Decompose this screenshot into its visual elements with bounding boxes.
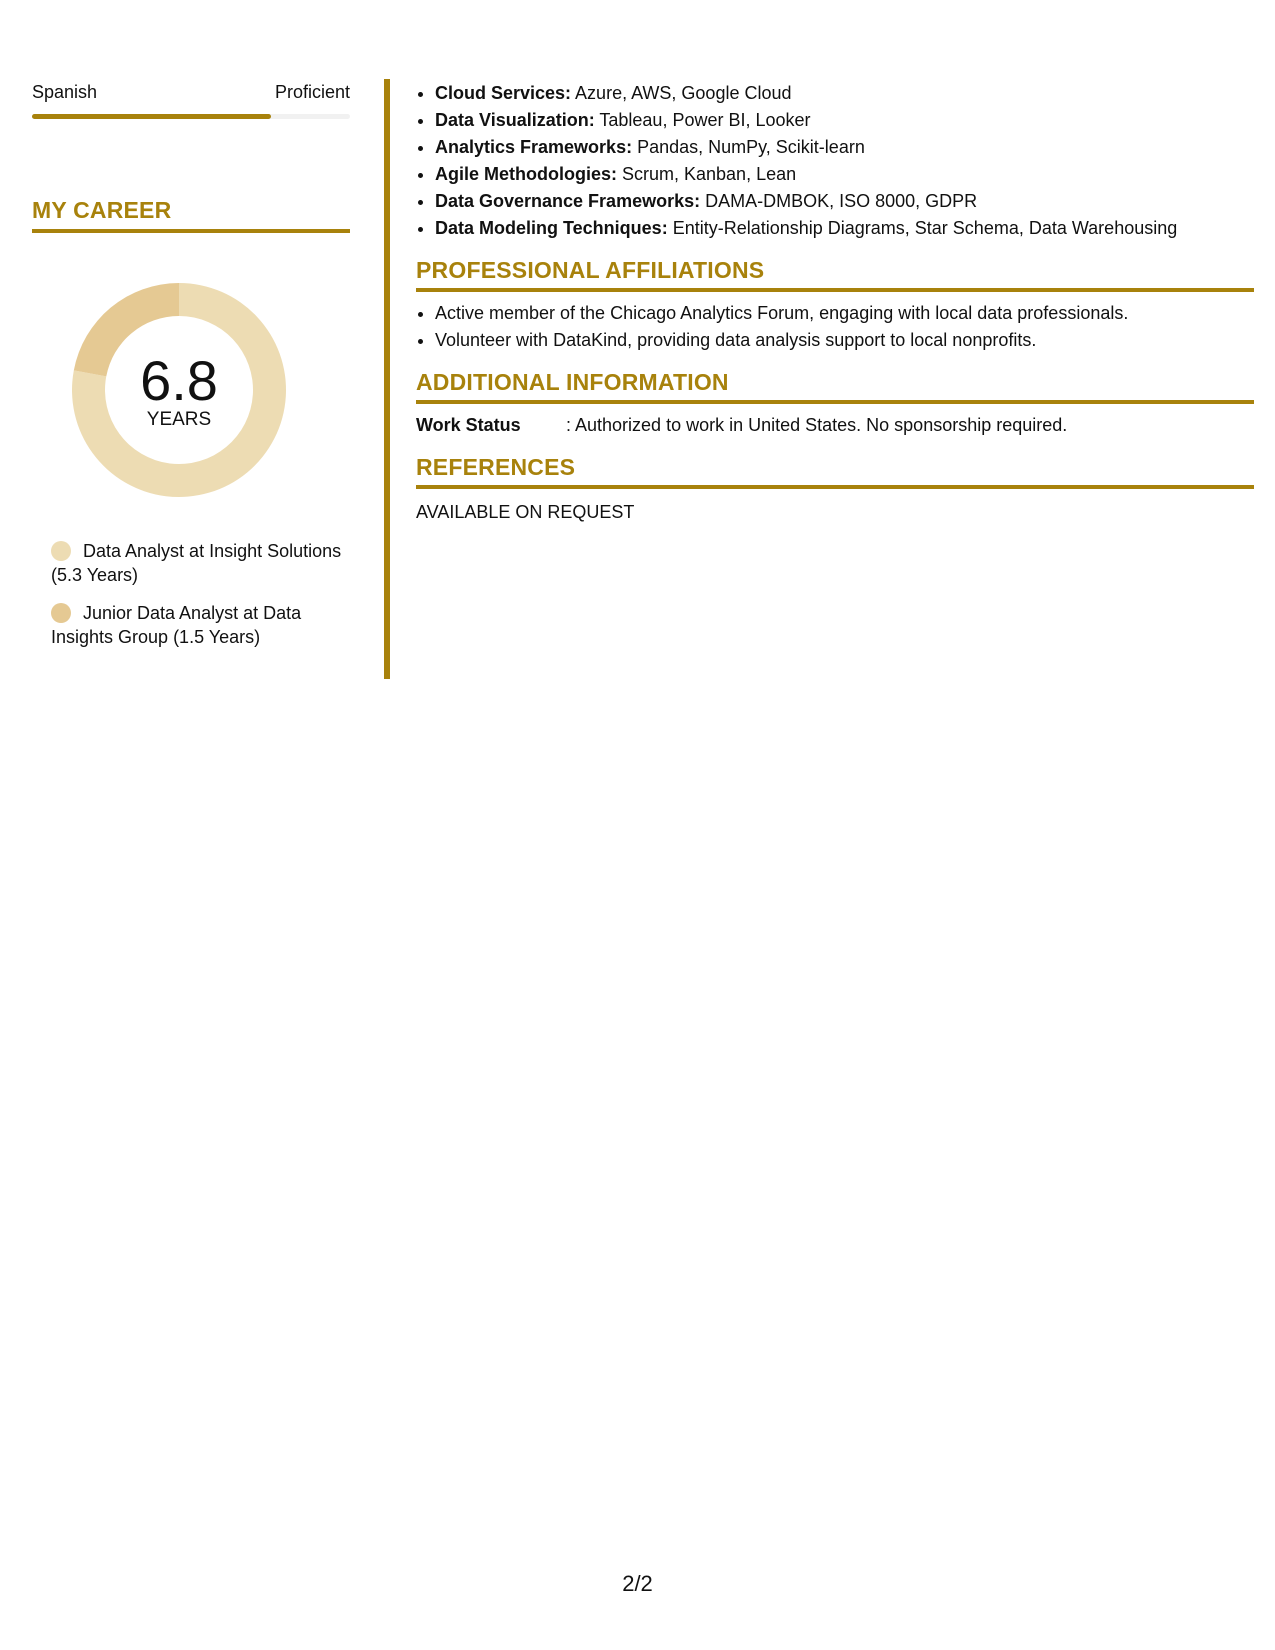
skill-label: Cloud Services: [435, 83, 572, 103]
affiliation-item: • Volunteer with DataKind, providing data analysis support to local nonprofits. [435, 327, 1254, 354]
affiliations-heading: PROFESSIONAL AFFILIATIONS [416, 257, 1254, 292]
language-row [32, 80, 350, 104]
career-legend [32, 539, 350, 649]
career-total-value: 6.8 [140, 349, 218, 412]
skill-label: Data Visualization: [435, 110, 595, 130]
skill-item [435, 107, 1254, 134]
skill-item [435, 134, 1254, 161]
legend-label: Junior Data Analyst at Data Insights Group (1.5 Years) [51, 603, 302, 647]
skill-value: DAMA-DMBOK, ISO 8000, GDPR [700, 191, 978, 211]
skill-item [435, 215, 1254, 242]
legend-dot [51, 603, 71, 623]
career-total [66, 349, 292, 431]
affiliation-item: • Active member of the Chicago Analytics Forum, engaging with local data professionals. [435, 300, 1254, 327]
skill-item [435, 188, 1254, 215]
skill-label: Analytics Frameworks: [435, 137, 633, 157]
legend-dot [51, 541, 71, 561]
main-content [416, 80, 1254, 525]
skill-item [435, 80, 1254, 107]
sidebar [32, 80, 350, 663]
skill-label: Data Governance Frameworks: [435, 191, 701, 211]
language-level: Proficient [274, 82, 350, 102]
skill-value: Azure, AWS, Google Cloud [571, 83, 792, 103]
language-progress-fill [32, 114, 271, 119]
language-name: Spanish [32, 82, 98, 102]
affiliations-list [416, 300, 1254, 354]
legend-label: Data Analyst at Insight Solutions (5.3 Years) [51, 541, 342, 585]
skill-label: Data Modeling Techniques: [435, 218, 668, 238]
legend-item [51, 539, 350, 587]
work-status-value: : Authorized to work in United States. No sponsorship required. [566, 415, 1068, 435]
skills-list [416, 80, 1254, 242]
career-total-unit: YEARS [146, 409, 212, 430]
legend-item [51, 601, 350, 649]
language-progress-track [32, 114, 350, 119]
work-status-row [416, 412, 1254, 438]
skill-value: Entity-Relationship Diagrams, Star Schema, Data Warehousing [667, 218, 1178, 238]
column-divider [384, 79, 390, 679]
page-number: 2/2 [622, 1571, 653, 1596]
career-heading: MY CAREER [32, 197, 350, 233]
additional-info-heading: ADDITIONAL INFORMATION [416, 369, 1254, 404]
references-text: AVAILABLE ON REQUEST [416, 502, 635, 522]
skill-value: Tableau, Power BI, Looker [594, 110, 811, 130]
skill-item [435, 161, 1254, 188]
skill-value: Pandas, NumPy, Scikit-learn [632, 137, 865, 157]
skill-label: Agile Methodologies: [435, 164, 617, 184]
career-donut-chart [66, 277, 292, 503]
references-heading: REFERENCES [416, 454, 1254, 489]
skill-value: Scrum, Kanban, Lean [617, 164, 797, 184]
work-status-label: Work Status [416, 415, 521, 435]
